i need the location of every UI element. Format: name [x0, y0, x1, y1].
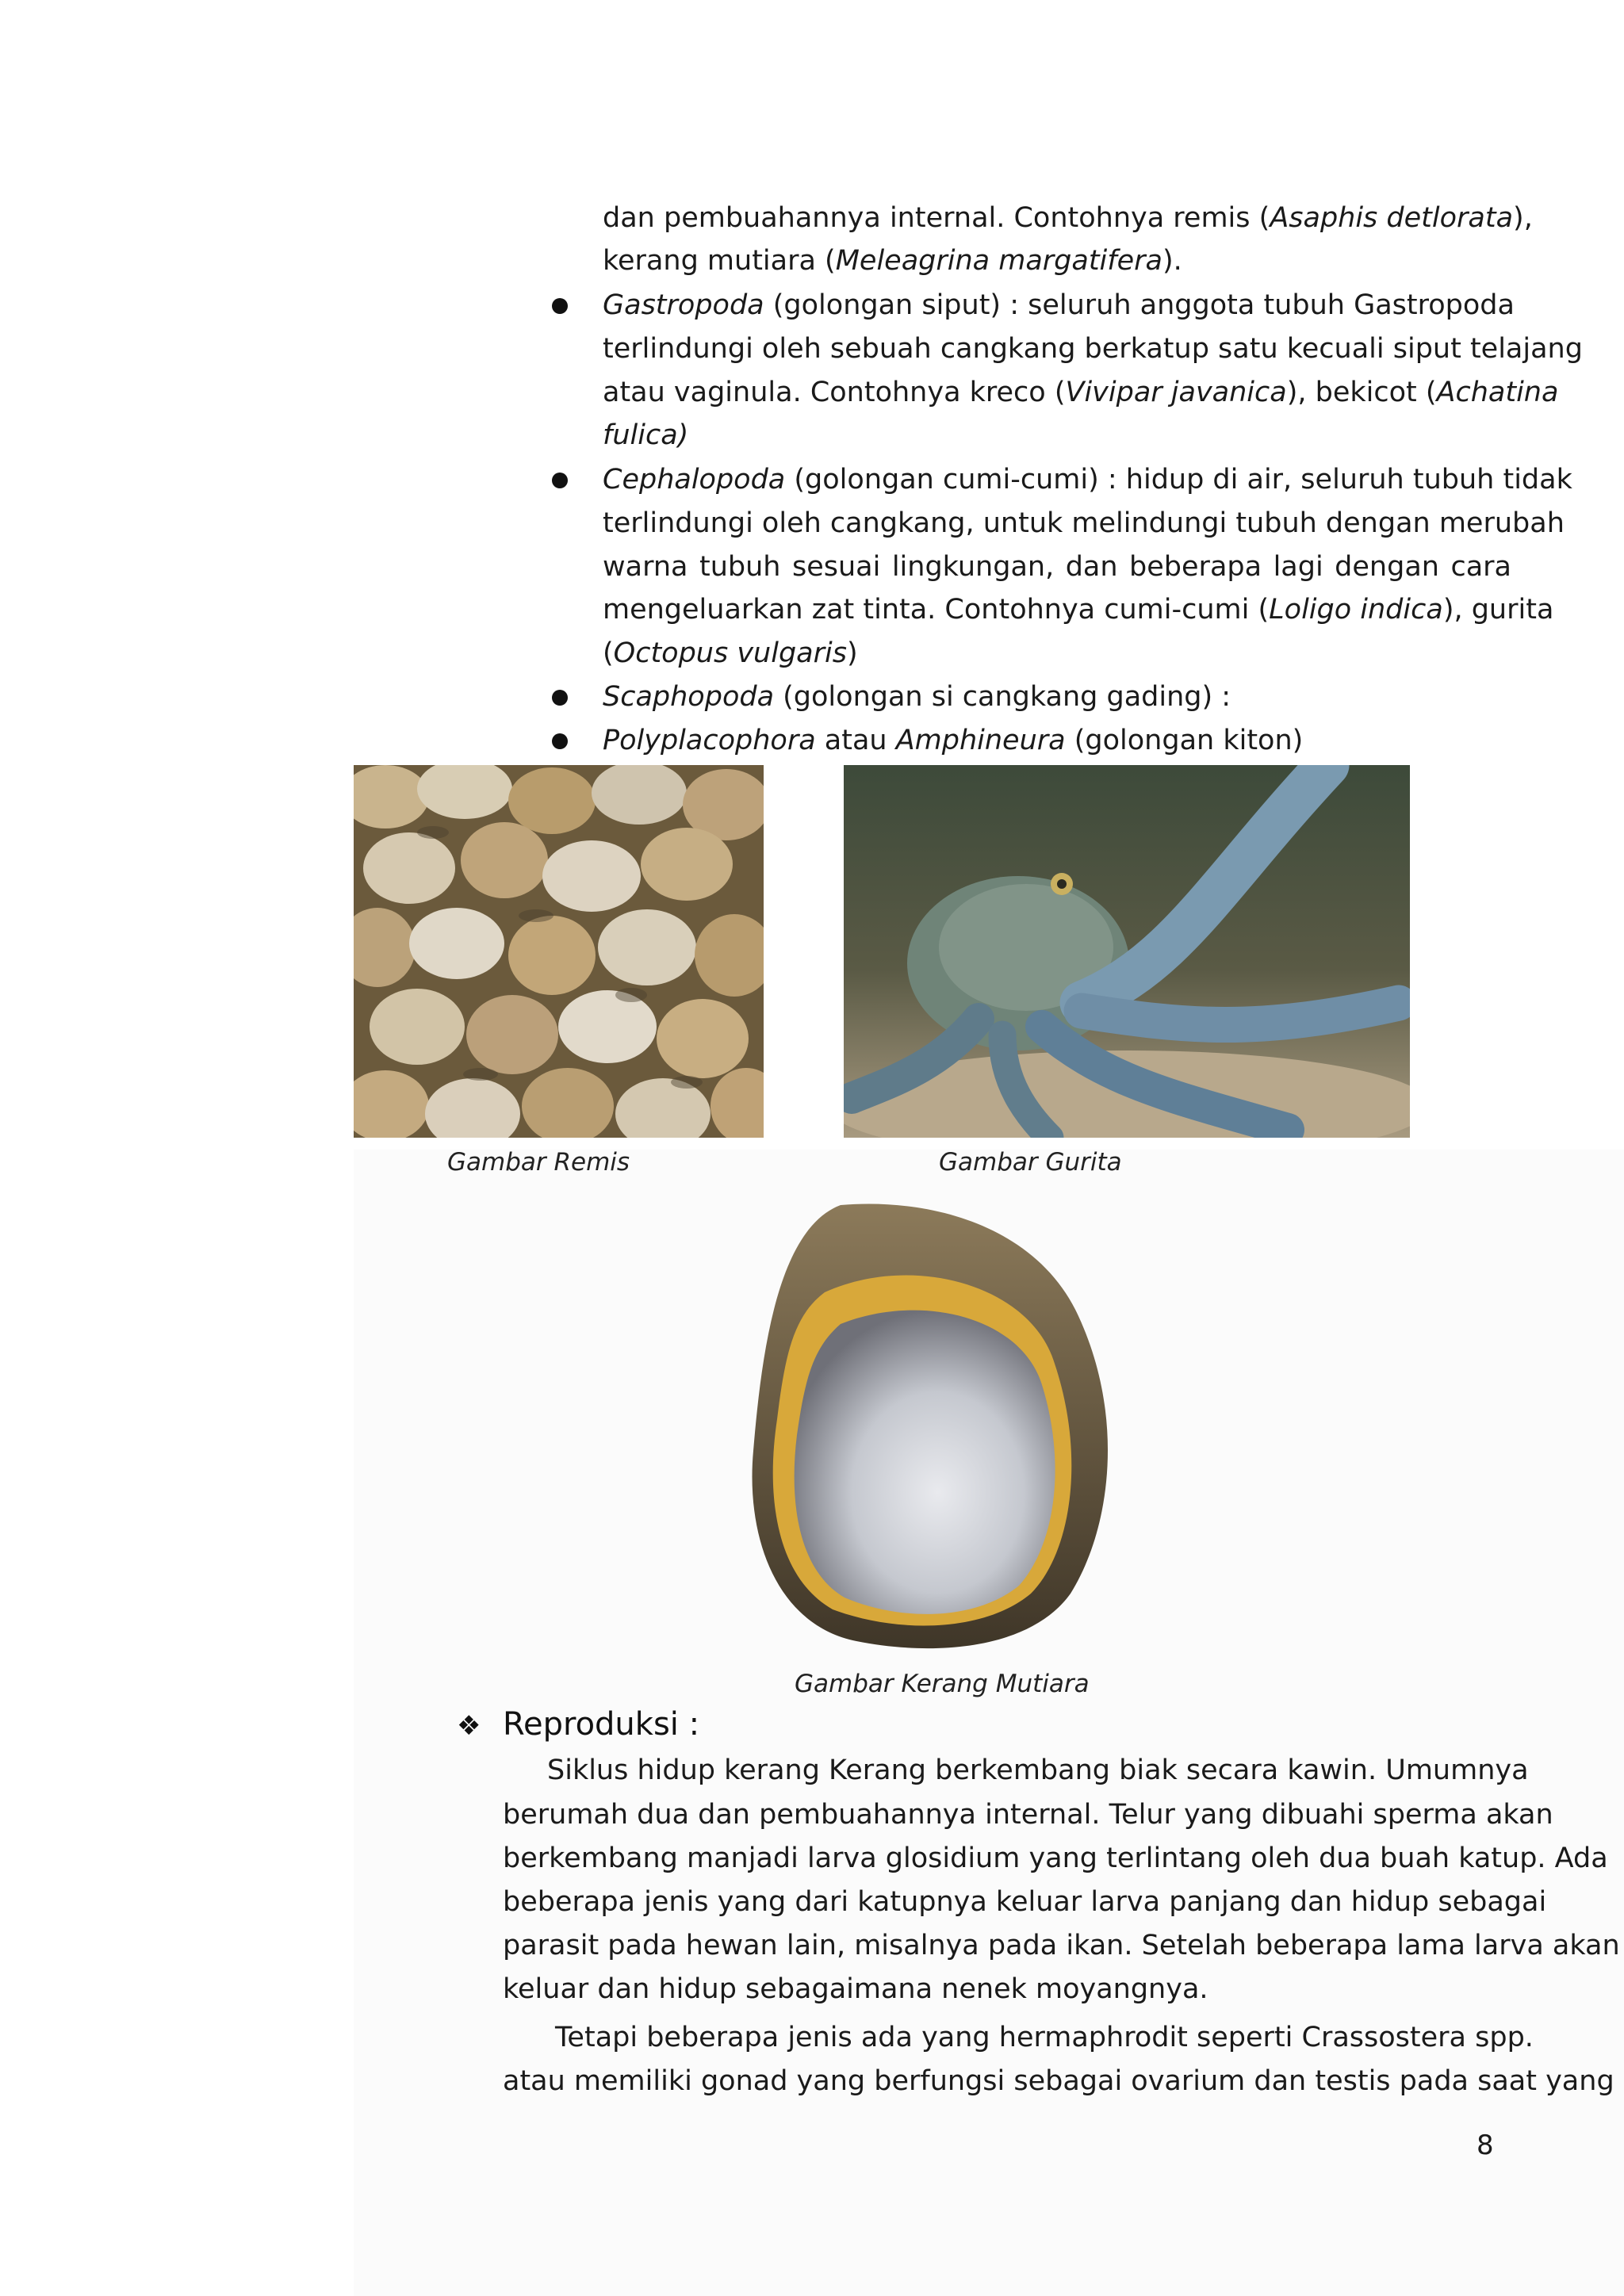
octopus-image: [844, 765, 1410, 1138]
section-title: Reproduksi :: [503, 1706, 700, 1743]
paragraph-1-line-2: berumah dua dan pembuahannya internal. Telur yang dibuahi sperma akan: [503, 1799, 1553, 1831]
paragraph-1-line-6: keluar dan hidup sebagaimana nenek moyangnya.: [503, 1973, 1208, 2005]
class-name: Gastropoda: [603, 289, 764, 321]
cephalopoda-line-1: [603, 458, 1572, 502]
text-run: ), bekicot (: [1286, 377, 1437, 408]
bullet-icon: [552, 298, 568, 314]
text-run: ).: [1162, 245, 1182, 277]
cephalopoda-line-5: [603, 632, 1511, 675]
caption-gurita: Gambar Gurita: [939, 1148, 1122, 1177]
cephalopoda-line-4: [603, 588, 1554, 632]
paragraph-2-line-2: atau memiliki gonad yang berfungsi sebagai ovarium dan testis pada saat yang: [503, 2065, 1614, 2097]
text-run: ), gurita: [1442, 594, 1554, 626]
text-run: terlindungi oleh sebuah cangkang berkatup satu kecuali siput telajang: [603, 333, 1583, 365]
kerang-mutiara-photo: [730, 1197, 1142, 1657]
text-run: warna tubuh sesuai lingkungan, dan beberapa lagi dengan cara: [603, 551, 1511, 583]
species-name: Vivipar javanica: [1065, 377, 1287, 408]
scaphopoda-line: [603, 675, 1511, 719]
page-number: 8: [1477, 2130, 1494, 2161]
species-name: fulica): [603, 419, 689, 451]
text-run: (golongan si cangkang gading) :: [774, 681, 1231, 713]
remis-photo: [354, 765, 764, 1138]
paragraph-1-line-4: beberapa jenis yang dari katupnya keluar larva panjang dan hidup sebagai: [503, 1886, 1547, 1918]
text-run: dan pembuahannya internal. Contohnya remis (: [603, 202, 1270, 234]
cephalopoda-line-3: [603, 545, 1511, 589]
class-name: Scaphopoda: [603, 681, 775, 713]
gurita-photo: [844, 765, 1410, 1138]
species-name: Loligo indica: [1269, 594, 1443, 626]
bullet-icon: [552, 733, 568, 749]
section-heading: [457, 1706, 699, 1743]
class-name: Polyplacophora: [603, 725, 816, 756]
species-name: Asaphis detlorata: [1270, 202, 1514, 234]
gastropoda-line-1: [603, 284, 1515, 327]
species-name: Achatina: [1436, 377, 1559, 408]
text-run: ): [846, 637, 858, 669]
text-run: atau vaginula. Contohnya kreco (: [603, 377, 1066, 408]
polyplacophora-line: [603, 719, 1511, 763]
text-run: kerang mutiara (: [603, 245, 836, 277]
text-run: (golongan siput) : seluruh anggota tubuh Gastropoda: [764, 289, 1515, 321]
text-run: terlindungi oleh cangkang, untuk melindungi tubuh dengan merubah: [603, 507, 1565, 539]
caption-kerang-mutiara: Gambar Kerang Mutiara: [795, 1670, 1090, 1698]
paragraph-1-line-1: Siklus hidup kerang Kerang berkembang biak secara kawin. Umumnya: [547, 1755, 1529, 1786]
text-run: (golongan cumi-cumi) : hidup di air, seluruh tubuh tidak: [785, 464, 1572, 496]
bullet-icon: [552, 473, 568, 488]
cephalopoda-line-2: [603, 502, 1565, 545]
continuation-line-2: [603, 239, 1511, 283]
diamond-bullet-icon: ❖: [457, 1710, 481, 1742]
class-name: Cephalopoda: [603, 464, 786, 496]
class-name: Amphineura: [895, 725, 1066, 756]
text-run: (golongan kiton): [1065, 725, 1304, 756]
gastropoda-line-4: [603, 414, 1511, 457]
pearl-oyster-image: [730, 1197, 1142, 1657]
bullet-icon: [552, 690, 568, 706]
paragraph-1-line-3: berkembang manjadi larva glosidium yang terlintang oleh dua buah katup. Ada: [503, 1843, 1608, 1874]
caption-remis: Gambar Remis: [447, 1148, 630, 1177]
continuation-line-1: [603, 197, 1533, 240]
text-run: (: [603, 637, 614, 669]
gastropoda-line-3: [603, 371, 1559, 415]
clams-image: [354, 765, 764, 1138]
paragraph-2-line-1: Tetapi beberapa jenis ada yang hermaphrodit seperti Crassostera spp.: [555, 2022, 1534, 2053]
gastropoda-line-2: [603, 327, 1583, 371]
text-run: atau: [815, 725, 896, 756]
text-run: ),: [1513, 202, 1533, 234]
text-run: mengeluarkan zat tinta. Contohnya cumi-cumi (: [603, 594, 1270, 626]
paragraph-1-line-5: parasit pada hewan lain, misalnya pada ikan. Setelah beberapa lama larva akan: [503, 1930, 1620, 1961]
species-name: Meleagrina margatifera: [835, 245, 1162, 277]
species-name: Octopus vulgaris: [613, 637, 847, 669]
